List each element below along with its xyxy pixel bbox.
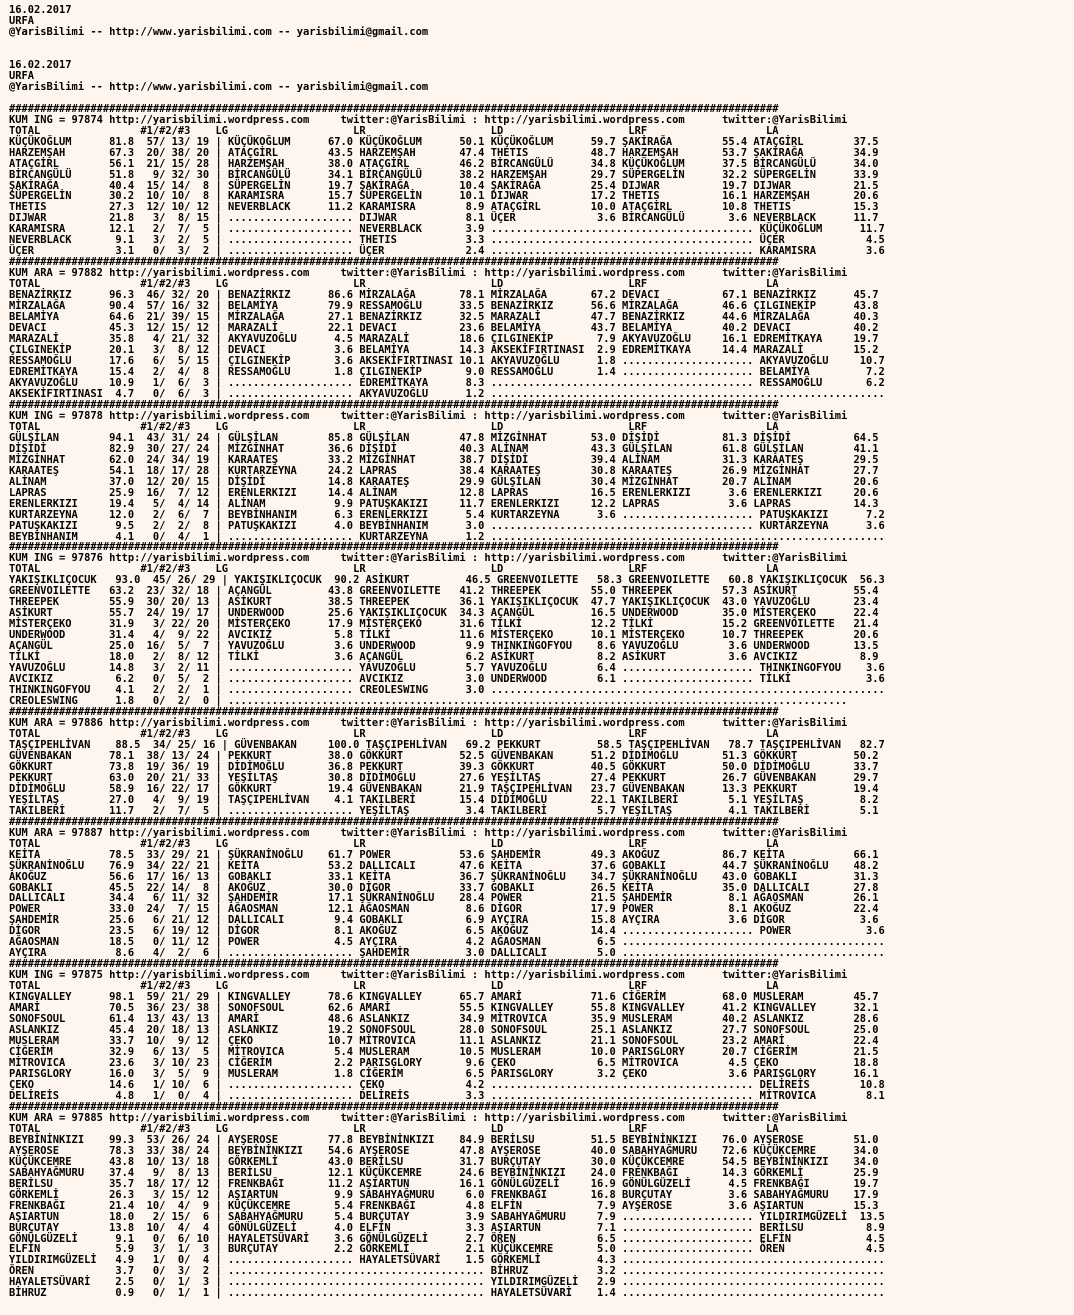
document-line: KÜÇÜKCEMRE 43.8 10/ 13/ 18 | GÖRKEMLİ 43.0 BERİLSU 31.7 BURÇUTAY 30.0 KÜÇÜKCEMRE 54.5 BEYBİNİNKIZI 34.0 — [9, 1155, 879, 1168]
document-line: KUM ING = 97878 http://yarisbilimi.wordpress.com twitter:@YarisBilimi : http://yarisbilimi.wordpress.com twitter:@YarisBilimi — [9, 409, 848, 422]
document-line: KÜÇÜKOĞLUM 81.8 57/ 13/ 19 | KÜÇÜKOĞLUM 67.0 KÜÇÜKOĞLUM 50.1 KÜÇÜKOĞLUM 59.7 ŞAKİRAĞA 55.4 ATAÇGİRL 37.5 — [9, 135, 879, 148]
document-line: BELAMİYA 64.6 21/ 39/ 15 | MİRZALAĞA 27.1 BENAZİRKIZ 32.5 MARAZALİ 47.7 BENAZİRKIZ 44.6 MİRZALAĞA 40.3 — [9, 311, 879, 324]
document-line: AŞIARTUN 18.0 2/ 15/ 6 | SABAHYAĞMURU 5.4 BURÇUTAY 3.9 SABAHYAĞMURU 7.9 ..................... YILDIRIMGÜZELİ 13.5 — [9, 1210, 885, 1223]
document-line: BEYBİNİNKIZI 99.3 53/ 26/ 24 | AYŞEROSE 77.8 BEYBİNİNKIZI 84.9 BERİLSU 51.5 BEYBİNİNKIZI 76.0 AYŞEROSE 51.0 — [9, 1133, 879, 1146]
document-line: AÇANGÜL 25.0 16/ 5/ 7 | YAVUZOĞLU 3.6 UNDERWOOD 9.9 THINKINGOFYOU 8.6 YAVUZOĞLU 3.6 UNDERWOOD 13.5 — [9, 640, 879, 653]
document-line: ŞÜKRANİNOĞLU 76.9 34/ 22/ 21 | KEİTA 53.2 DALLICALI 47.6 KEİTA 37.6 GOBAKLI 44.7 ŞÜKRANİNOĞLU 48.2 — [9, 859, 879, 872]
document-line: ALİNAM 37.0 12/ 20/ 15 | DİŞİDİ 14.8 KARAATEŞ 29.9 GÜLŞİLAN 30.4 MİZGİNHAT 20.7 ALİNAM 20.6 — [9, 475, 879, 488]
document-line: ########################################################################################################################### — [9, 398, 779, 411]
document-line: MUSLERAM 33.7 10/ 9/ 12 | ÇEKO 10.7 MİTROVICA 11.1 ASLANKIZ 21.1 SONOFSOUL 23.2 AMARİ 22.4 — [9, 1035, 879, 1048]
document-line: DIJWAR 21.8 3/ 8/ 15 | .................... DIJWAR 8.1 ÜÇER 3.6 BİRCANGÜLÜ 3.6 NEVERBLACK 11.7 — [9, 212, 879, 225]
document-line: ATAÇGİRL 56.1 21/ 15/ 28 | HARZEMŞAH 38.0 ATAÇGİRL 46.2 BİRCANGÜLÜ 34.8 KÜÇÜKOĞLUM 37.5 BİRCANGÜLÜ 34.0 — [9, 157, 879, 170]
document-line: TOTAL #1/#2/#3 LG LR LD LRF LA — [9, 563, 779, 576]
document-line: @YarisBilimi -- http://www.yarisbilimi.com -- yarisbilimi@gmail.com — [9, 80, 429, 93]
document-line: YEŞİLTAŞ 27.0 4/ 9/ 19 | TAŞÇIPEHLİVAN 4.1 TAKILBERİ 15.4 DİDİMOĞLU 22.1 TAKILBERİ 5.1 YEŞİLTAŞ 8.2 — [9, 793, 879, 806]
document-line: AVCIKIZ 6.2 0/ 5/ 2 | .................... AVCIKIZ 3.0 UNDERWOOD 6.1 ..................... TİLKİ 3.6 — [9, 673, 885, 686]
document-line: CREOLESWING 1.8 0/ 2/ 0 | ................................................................................................... — [9, 695, 848, 708]
document-line: GÜVENBAKAN 78.1 38/ 13/ 24 | PEKKURT 38.0 GÖKKURT 52.5 GÜVENBAKAN 51.2 DİDİMOĞLU 51.3 GÖKKURT 50.2 — [9, 749, 879, 762]
document-line: RESSAMOĞLU 17.6 6/ 5/ 15 | ÇILGINEKİP 3.6 AKSEKİFIRTINASI 10.1 AKYAVUZOĞLU 1.8 ..................... AKYAVUZOĞLU 10.7 — [9, 355, 885, 367]
document-line: KEİTA 78.5 33/ 29/ 21 | ŞÜKRANİNOĞLU 61.7 POWER 53.6 ŞAHDEMİR 49.3 AKOĞUZ 86.7 KEİTA 66.1 — [9, 848, 879, 861]
document-line: YAKIŞIKLIÇOCUK 93.0 45/ 26/ 29 | YAKIŞIKLIÇOCUK 90.2 ASİKURT 46.5 GREENVOILETTE 58.3 GREENVOILETTE 60.8 YAKIŞIKLIÇOCUK 56.3 — [9, 574, 885, 587]
document-line — [9, 49, 885, 60]
document-line: THREEPEK 55.9 30/ 20/ 13 | ASİKURT 38.5 THREEPEK 36.1 YAKIŞIKLIÇOCUK 47.7 YAKIŞIKLIÇOCUK 43.0 YAVUZOĞLU 23.4 — [9, 596, 879, 609]
document-line: ########################################################################################################################### — [9, 958, 779, 971]
race-statistics-document — [9, 5, 885, 1299]
document-line: URFA — [9, 14, 35, 27]
document-line: DEVACI 45.3 12/ 15/ 12 | MARAZALİ 22.1 DEVACI 23.6 BELAMİYA 43.7 BELAMİYA 40.2 DEVACI 40.2 — [9, 322, 879, 335]
document-line: KUM ARA = 97887 http://yarisbilimi.wordpress.com twitter:@YarisBilimi : http://yarisbilimi.wordpress.com twitter:@YarisBilimi — [9, 826, 848, 839]
document-line: HARZEMŞAH 67.3 20/ 38/ 20 | ATAÇGİRL 43.5 HARZEMŞAH 47.4 THETIS 48.7 HARZEMŞAH 53.7 ŞAKİRAĞA 34.9 — [9, 146, 879, 159]
document-line: BENAZİRKIZ 96.3 46/ 32/ 20 | BENAZİRKIZ 86.6 MİRZALAĞA 78.1 MİRZALAĞA 67.2 DEVACI 67.1 BENAZİRKIZ 45.7 — [9, 289, 879, 302]
document-line: ŞAKİRAĞA 40.4 15/ 14/ 8 | SÜPERGELİN 19.7 ŞAKİRAĞA 10.4 ŞAKİRAĞA 25.4 DIJWAR 19.7 DIJWAR 21.5 — [9, 179, 879, 192]
document-line: ########################################################################################################################### — [9, 541, 779, 554]
document-line: DİDİMOĞLU 58.9 16/ 22/ 17 | GÖKKURT 19.4 GÜVENBAKAN 21.9 TAŞÇIPEHLİVAN 23.7 GÜVENBAKAN 13.3 PEKKURT 19.4 — [9, 782, 879, 795]
document-line: KUM ING = 97876 http://yarisbilimi.wordpress.com twitter:@YarisBilimi : http://yarisbilimi.wordpress.com twitter:@YarisBilimi — [9, 552, 848, 565]
document-line: GÖNÜLGÜZELİ 9.1 0/ 6/ 10 | HAYALETSÜVARİ 3.6 GÖNÜLGÜZELİ 2.7 ÖREN 6.5 ..................... ELFİN 4.5 — [9, 1232, 885, 1245]
document-line: GÜLŞİLAN 94.1 43/ 31/ 24 | GÜLŞİLAN 85.8 GÜLŞİLAN 47.8 MİZGİNHAT 53.0 DİŞİDİ 81.3 DİŞİDİ 64.5 — [9, 431, 879, 444]
document-line: THINKINGOFYOU 4.1 2/ 2/ 1 | .................... CREOLESWING 3.0 ............................................................... — [9, 684, 885, 697]
document-line: AYŞEROSE 78.3 33/ 38/ 24 | BEYBİNİNKIZI 54.6 AYŞEROSE 47.8 AYŞEROSE 40.0 SABAHYAĞMURU 72.6 KÜÇÜKCEMRE 34.0 — [9, 1144, 879, 1157]
document-line: SONOFSOUL 61.4 13/ 43/ 13 | AMARİ 48.6 ASLANKIZ 34.9 MİTROVICA 35.9 MUSLERAM 40.2 ASLANKIZ 28.6 — [9, 1013, 879, 1026]
document-line: AKOĞUZ 56.6 17/ 16/ 13 | GOBAKLI 33.1 KEİTA 36.7 ŞÜKRANİNOĞLU 34.7 ŞÜKRANİNOĞLU 43.0 GOBAKLI 31.3 — [9, 870, 879, 883]
document-line: ERENLERKIZI 19.4 5/ 4/ 14 | ALİNAM 9.9 PATUŞKAKIZI 11.7 ERENLERKIZI 12.2 LAPRAS 3.6 LAPRAS 14.3 — [9, 497, 879, 510]
document-line: MİTROVICA 23.6 3/ 10/ 23 | CİĞERİM 2.2 PARISGLORY 9.6 ÇEKO 6.5 MİTROVICA 4.5 ÇEKO 18.8 — [9, 1057, 879, 1069]
document-line: DİGOR 23.5 6/ 19/ 12 | DİGOR 8.1 AKOĞUZ 6.5 AKOĞUZ 14.4 ..................... POWER 3.6 — [9, 925, 885, 938]
document-line: AKYAVUZOĞLU 10.9 1/ 6/ 3 | .................... EDREMİTKAYA 8.3 .......................................... RESSAMOĞLU 6.2 — [9, 376, 885, 389]
document-line: POWER 33.0 24/ 7/ 15 | AĞAOSMAN 12.1 AĞAOSMAN 8.6 DİGOR 17.9 POWER 8.1 AKOĞUZ 22.4 — [9, 903, 879, 916]
document-line: MİZGİNHAT 62.0 24/ 34/ 19 | KARAATEŞ 33.2 MİZGİNHAT 38.7 DİŞİDİ 39.4 ALİNAM 31.3 KARAATEŞ 29.5 — [9, 453, 879, 466]
document-line: YILDIRIMGÜZELİ 4.9 1/ 0/ 4 | .................... HAYALETSÜVARİ 1.5 GÖRKEMLİ 4.3 .......................................... — [9, 1254, 885, 1267]
document-line: ########################################################################################################################### — [9, 815, 779, 828]
document-line: NEVERBLACK 9.1 3/ 2/ 5 | .................... THETIS 3.3 .......................................... ÜÇER 4.5 — [9, 234, 885, 247]
document-line: GÖRKEMLİ 26.3 3/ 15/ 12 | AŞIARTUN 9.9 SABAHYAĞMURU 6.0 FRENKBAĞI 16.8 BURÇUTAY 3.6 SABAHYAĞMURU 17.9 — [9, 1188, 879, 1201]
document-line: GOBAKLI 45.5 22/ 14/ 8 | AKOĞUZ 30.0 DİGOR 33.7 GOBAKLI 26.5 KEİTA 35.0 DALLICALI 27.8 — [9, 881, 879, 894]
document-line: TOTAL #1/#2/#3 LG LR LD LRF LA — [9, 124, 779, 137]
document-line: PEKKURT 63.0 20/ 21/ 33 | YEŞİLTAŞ 30.8 DİDİMOĞLU 27.6 YEŞİLTAŞ 27.4 PEKKURT 26.7 GÜVENBAKAN 29.7 — [9, 771, 879, 784]
document-line: ########################################################################################################################### — [9, 256, 779, 269]
document-line: BEYBİNHANIM 4.1 0/ 4/ 1 | .................... KURTARZEYNA 1.2 ............................................................... — [9, 530, 885, 543]
document-line: TİLKİ 18.0 2/ 8/ 12 | TİLKİ 3.6 AÇANGÜL 6.2 ASİKURT 8.2 ASİKURT 3.6 AVCIKIZ 8.9 — [9, 651, 879, 664]
document-line: DELİREİS 4.8 1/ 0/ 4 | .................... DELİREİS 3.3 .......................................... MİTROVICA 8.1 — [9, 1089, 885, 1102]
document-line: ŞAHDEMİR 25.6 6/ 21/ 12 | DALLICALI 9.4 GOBAKLI 6.9 AYÇIRA 15.8 AYÇIRA 3.6 DİGOR 3.6 — [9, 914, 879, 927]
document-line: KUM ARA = 97882 http://yarisbilimi.wordpress.com twitter:@YarisBilimi : http://yarisbilimi.wordpress.com twitter:@YarisBilimi — [9, 267, 848, 280]
document-line: URFA — [9, 69, 35, 82]
document-line: PARISGLORY 16.0 3/ 5/ 9 | MUSLERAM 1.8 CİĞERİM 6.5 PARISGLORY 3.2 ÇEKO 3.6 PARISGLORY 16.1 — [9, 1067, 879, 1080]
document-line: ÇILGINEKİP 20.1 3/ 8/ 12 | DEVACI 3.6 BELAMİYA 14.3 AKSEKİFIRTINASI 2.9 EDREMİTKAYA 14.4 MARAZALİ 15.2 — [9, 344, 879, 357]
document-line: TOTAL #1/#2/#3 LG LR LD LRF LA — [9, 1122, 779, 1135]
document-line: TOTAL #1/#2/#3 LG LR LD LRF LA — [9, 727, 779, 740]
document-line: ########################################################################################################################### — [9, 1100, 779, 1113]
document-line: CİĞERİM 32.9 6/ 13/ 5 | MİTROVICA 5.4 MUSLERAM 10.5 MUSLERAM 10.0 PARISGLORY 20.7 CİĞERİM 21.5 — [9, 1046, 879, 1059]
document-line: ASİKURT 55.7 24/ 19/ 17 | UNDERWOOD 25.6 YAKIŞIKLIÇOCUK 34.3 AÇANGÜL 16.5 UNDERWOOD 35.0 MİSTERÇEKO 22.4 — [9, 607, 879, 620]
document-line: ÖREN 3.7 0/ 3/ 2 | ......................................... BİHRUZ 3.2 .......................................... — [9, 1265, 885, 1278]
document-line: TOTAL #1/#2/#3 LG LR LD LRF LA — [9, 278, 779, 291]
document-line: LAPRAS 25.9 16/ 7/ 12 | ERENLERKIZI 14.4 ALİNAM 12.8 LAPRAS 16.5 ERENLERKIZI 3.6 ERENLERKIZI 20.6 — [9, 486, 879, 499]
document-line: AKSEKİFIRTINASI 4.7 0/ 6/ 3 | .................... AKYAVUZOĞLU 1.2 ............................................................... — [9, 387, 885, 400]
document-line: @YarisBilimi -- http://www.yarisbilimi.com -- yarisbilimi@gmail.com — [9, 25, 429, 38]
document-line: MİSTERÇEKO 31.9 3/ 22/ 20 | MİSTERÇEKO 17.9 MİSTERÇEKO 31.6 TİLKİ 12.2 TİLKİ 15.2 GREENVOILETTE 21.4 — [9, 618, 879, 631]
document-line: TOTAL #1/#2/#3 LG LR LD LRF LA — [9, 837, 779, 850]
document-line: EDREMİTKAYA 15.4 2/ 4/ 8 | RESSAMOĞLU 1.8 ÇILGINEKİP 9.0 RESSAMOĞLU 1.4 ..................... BELAMİYA 7.2 — [9, 365, 885, 378]
document-line: ########################################################################################################################### — [9, 102, 779, 115]
document-line: TAŞÇIPEHLİVAN 88.5 34/ 25/ 16 | GÜVENBAKAN 100.0 TAŞÇIPEHLİVAN 69.2 PEKKURT 58.5 TAŞÇIPEHLİVAN 78.7 TAŞÇIPEHLİVAN 82.7 — [9, 738, 885, 751]
document-line: BİHRUZ 0.9 0/ 1/ 1 | ......................................... HAYALETSÜVARİ 1.4 .......................................... — [9, 1287, 885, 1300]
document-line: TOTAL #1/#2/#3 LG LR LD LRF LA — [9, 420, 779, 433]
document-line: GREENVOILETTE 63.2 23/ 32/ 18 | AÇANGÜL 43.8 GREENVOILETTE 41.2 THREEPEK 55.0 THREEPEK 57.3 ASİKURT 55.4 — [9, 585, 879, 598]
document-line: AĞAOSMAN 18.5 0/ 11/ 12 | POWER 4.5 AYÇIRA 4.2 AĞAOSMAN 6.5 .......................................... — [9, 936, 885, 949]
document-line: SABAHYAĞMURU 37.4 9/ 8/ 13 | BERİLSU 12.1 KÜÇÜKCEMRE 24.6 BEYBİNİNKIZI 24.0 FRENKBAĞI 14.3 GÖRKEMLİ 25.9 — [9, 1166, 879, 1179]
document-line: SÜPERGELİN 30.2 10/ 10/ 8 | KARAMISRA 15.7 SÜPERGELİN 10.1 DIJWAR 17.2 THETIS 16.1 HARZEMŞAH 20.6 — [9, 190, 879, 203]
document-line: ASLANKIZ 45.4 20/ 18/ 13 | ASLANKIZ 19.2 SONOFSOUL 28.0 SONOFSOUL 25.1 ASLANKIZ 27.7 SONOFSOUL 25.0 — [9, 1024, 879, 1037]
document-line: BURÇUTAY 13.8 10/ 4/ 4 | GÖNÜLGÜZELİ 4.0 ELFİN 3.3 AŞIARTUN 7.1 ..................... BERİLSU 8.9 — [9, 1221, 885, 1234]
document-line: 16.02.2017 — [9, 4, 72, 16]
document-line — [9, 38, 885, 49]
document-line: ########################################################################################################################### — [9, 706, 779, 718]
document-line: PATUŞKAKIZI 9.5 2/ 2/ 8 | PATUŞKAKIZI 4.0 BEYBİNHANIM 3.0 .......................................... KURTARZEYNA 3.6 — [9, 519, 885, 532]
document-line: KUM ARA = 97886 http://yarisbilimi.wordpress.com twitter:@YarisBilimi : http://yarisbilimi.wordpress.com twitter:@YarisBilimi — [9, 716, 848, 729]
document-line: BERİLSU 35.7 18/ 17/ 12 | FRENKBAĞI 11.2 AŞIARTUN 16.1 GÖNÜLGÜZELİ 16.9 GÖNÜLGÜZELİ 4.5 FRENKBAĞI 19.7 — [9, 1177, 879, 1190]
document-line: YAVUZOĞLU 14.8 3/ 2/ 11 | .................... YAVUZOĞLU 5.7 YAVUZOĞLU 6.4 ..................... THINKINGOFYOU 3.6 — [9, 662, 885, 675]
document-line: THETIS 27.3 12/ 10/ 12 | NEVERBLACK 11.2 KARAMISRA 8.9 ATAÇGİRL 10.0 ATAÇGİRL 10.8 THETIS 15.3 — [9, 201, 879, 214]
document-line: MİRZALAĞA 90.4 57/ 16/ 32 | BELAMİYA 79.9 RESSAMOĞLU 33.5 BENAZİRKIZ 56.6 MİRZALAĞA 46.6 ÇILGINEKİP 43.8 — [9, 300, 879, 313]
document-line: ELFİN 5.9 3/ 1/ 3 | BURÇUTAY 2.2 GÖRKEMLİ 2.1 KÜÇÜKCEMRE 5.0 ..................... ÖREN 4.5 — [9, 1243, 885, 1256]
document-line: UNDERWOOD 31.4 4/ 9/ 22 | AVCIKIZ 5.8 TİLKİ 11.6 MİSTERÇEKO 10.1 MİSTERÇEKO 10.7 THREEPEK 20.6 — [9, 629, 879, 642]
document-line: AMARİ 70.5 36/ 23/ 38 | SONOFSOUL 62.6 AMARİ 55.5 KINGVALLEY 55.8 KINGVALLEY 41.2 KINGVALLEY 32.1 — [9, 1002, 879, 1015]
document-line: ÜÇER 3.1 0/ 3/ 2 | .................... ÜÇER 2.4 .......................................... KARAMISRA 3.6 — [9, 245, 885, 258]
document-line: AYÇIRA 8.6 4/ 2/ 6 | .................... ŞAHDEMİR 3.0 DALLICALI 5.0 .......................................... — [9, 947, 885, 960]
document-line: MARAZALİ 35.8 4/ 21/ 32 | AKYAVUZOĞLU 4.5 MARAZALİ 18.6 ÇILGINEKİP 7.9 AKYAVUZOĞLU 16.1 EDREMİTKAYA 19.7 — [9, 333, 879, 346]
document-line: KUM ING = 97874 http://yarisbilimi.wordpress.com twitter:@YarisBilimi : http://yarisbilimi.wordpress.com twitter:@YarisBilimi — [9, 113, 848, 126]
document-line: DİŞİDİ 82.9 30/ 27/ 24 | MİZGİNHAT 36.6 DİŞİDİ 40.3 ALİNAM 43.3 GÜLŞİLAN 61.8 GÜLŞİLAN 41.1 — [9, 442, 879, 455]
document-line: BİRCANGÜLÜ 51.8 9/ 32/ 30 | BİRCANGÜLÜ 34.1 BİRCANGÜLÜ 38.2 HARZEMŞAH 29.7 SÜPERGELİN 32.2 SÜPERGELİN 33.9 — [9, 168, 879, 181]
document-line: 16.02.2017 — [9, 58, 72, 71]
document-line: TAKILBERİ 11.7 2/ 7/ 5 | .................... YEŞİLTAŞ 3.4 TAKILBERİ 5.7 YEŞİLTAŞ 4.1 TAKILBERİ 5.1 — [9, 804, 879, 817]
document-line: KUM ARA = 97885 http://yarisbilimi.wordpress.com twitter:@YarisBilimi : http://yarisbilimi.wordpress.com twitter:@YarisBilimi — [9, 1111, 848, 1124]
document-line: TOTAL #1/#2/#3 LG LR LD LRF LA — [9, 980, 779, 993]
document-line: DALLICALI 34.4 6/ 11/ 32 | ŞAHDEMİR 17.1 ŞÜKRANİNOĞLU 28.4 POWER 21.5 ŞAHDEMİR 8.1 AĞAOSMAN 26.1 — [9, 892, 879, 905]
document-line: KINGVALLEY 98.1 59/ 21/ 29 | KINGVALLEY 78.6 KINGVALLEY 65.7 AMARİ 71.6 CİĞERİM 68.0 MUSLERAM 45.7 — [9, 991, 879, 1004]
document-line: KURTARZEYNA 12.0 2/ 6/ 7 | BEYBİNHANIM 6.3 ERENLERKIZI 5.4 KURTARZEYNA 3.6 ..................... PATUŞKAKIZI 7.2 — [9, 508, 885, 521]
document-line: HAYALETSÜVARİ 2.5 0/ 1/ 3 | ......................................... YILDIRIMGÜZELİ 2.9 .......................................... — [9, 1276, 885, 1289]
document-line: ÇEKO 14.6 1/ 10/ 6 | .................... ÇEKO 4.2 .......................................... DELİREİS 10.8 — [9, 1078, 885, 1091]
document-line: KARAMISRA 12.1 2/ 7/ 5 | .................... NEVERBLACK 3.9 .......................................... KÜÇÜKOĞLUM 11.7 — [9, 223, 885, 236]
document-line: KARAATEŞ 54.1 18/ 17/ 28 | KURTARZEYNA 24.2 LAPRAS 38.4 KARAATEŞ 30.8 KARAATEŞ 26.9 MİZGİNHAT 27.7 — [9, 464, 879, 477]
document-line: GÖKKURT 73.8 19/ 36/ 19 | DİDİMOĞLU 36.8 PEKKURT 39.3 GÖKKURT 40.5 GÖKKURT 50.0 DİDİMOĞLU 33.7 — [9, 760, 879, 773]
document-line: KUM ING = 97875 http://yarisbilimi.wordpress.com twitter:@YarisBilimi : http://yarisbilimi.wordpress.com twitter:@YarisBilimi — [9, 969, 848, 982]
document-line: FRENKBAĞI 21.4 10/ 4/ 9 | KÜÇÜKCEMRE 5.4 FRENKBAĞI 4.8 ELFİN 7.9 AYŞEROSE 3.6 AŞIARTUN 15.3 — [9, 1199, 879, 1212]
